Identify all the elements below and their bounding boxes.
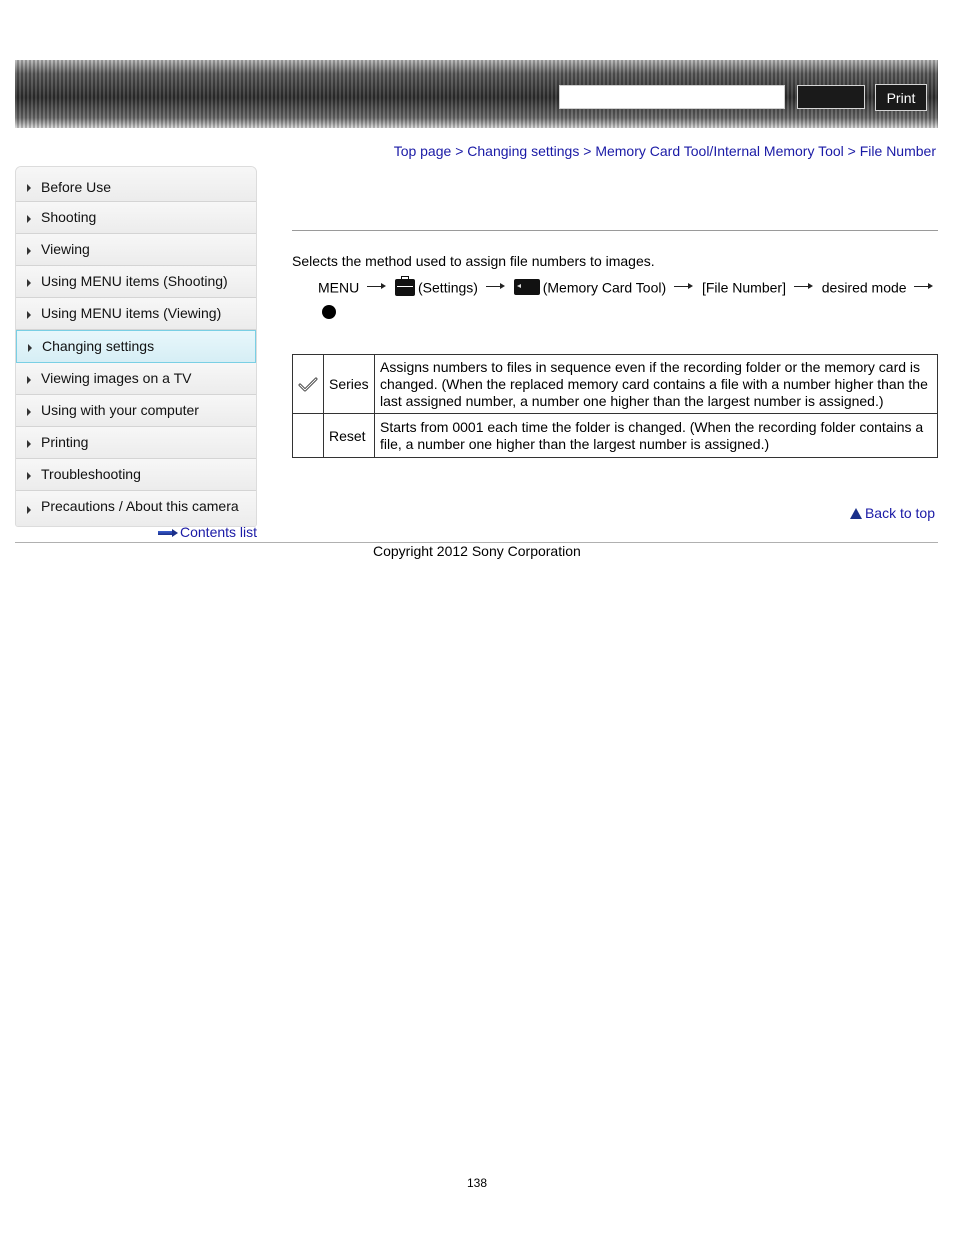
breadcrumb-top-page[interactable]: Top page <box>393 143 452 159</box>
triangle-right-icon <box>27 279 31 287</box>
step-menu: MENU <box>318 279 360 296</box>
memory-card-tool-icon <box>514 279 540 295</box>
sidebar-item-label: Troubleshooting <box>41 466 141 482</box>
sidebar-nav <box>15 166 257 527</box>
sidebar-item-label: Using MENU items (Shooting) <box>41 273 228 289</box>
sidebar-item-label: Shooting <box>41 209 97 225</box>
sidebar-item-label: Using with your computer <box>41 402 199 418</box>
sidebar-item-precautions[interactable] <box>16 491 256 526</box>
modes-table <box>292 354 938 458</box>
sidebar-item-before-use[interactable] <box>16 167 256 202</box>
sidebar-item-label: Viewing images on a TV <box>41 370 192 386</box>
title-divider <box>292 230 938 231</box>
table-cell-mode-name: Series <box>324 355 375 414</box>
contents-list-label: Contents list <box>180 524 258 540</box>
ok-button-circle-icon <box>322 305 336 319</box>
step-memory-card-tool: (Memory Card Tool) <box>542 279 667 296</box>
back-to-top-label: Back to top <box>864 505 935 521</box>
breadcrumb-file-number[interactable]: File Number <box>859 143 936 159</box>
triangle-right-icon <box>27 472 31 480</box>
triangle-right-icon <box>27 440 31 448</box>
step-desired-mode: desired mode <box>821 279 907 296</box>
intro-text: Selects the method used to assign file numbers to images. <box>292 253 655 269</box>
sidebar-item-viewing[interactable] <box>16 234 256 266</box>
table-cell-description: Starts from 0001 each time the folder is changed. (When the recording folder contains a file, a number one higher than the largest number is assigned.) <box>375 414 938 458</box>
breadcrumb-separator: > <box>455 143 464 159</box>
arrow-right-icon <box>674 283 694 291</box>
copyright-text: Copyright 2012 Sony Corporation <box>373 543 581 559</box>
back-to-top-link[interactable] <box>850 505 935 521</box>
triangle-up-icon <box>850 508 862 519</box>
header-bar <box>15 60 938 128</box>
contents-list-link[interactable] <box>158 524 257 540</box>
settings-toolbox-icon <box>395 279 415 296</box>
table-cell-icon <box>293 414 324 458</box>
page-number: 138 <box>466 1176 488 1190</box>
sidebar-item-troubleshooting[interactable] <box>16 459 256 491</box>
triangle-right-icon <box>28 344 32 352</box>
search-input[interactable] <box>559 85 785 109</box>
menu-steps <box>318 278 938 296</box>
breadcrumb <box>394 143 936 159</box>
triangle-right-icon <box>27 311 31 319</box>
table-cell-mode-name: Reset <box>324 414 375 458</box>
sidebar-item-shooting[interactable] <box>16 202 256 234</box>
sidebar-item-computer[interactable] <box>16 395 256 427</box>
triangle-right-icon <box>27 408 31 416</box>
search-button[interactable] <box>797 85 865 109</box>
sidebar-item-menu-shooting[interactable] <box>16 266 256 298</box>
arrow-right-icon <box>158 529 178 537</box>
triangle-right-icon <box>27 376 31 384</box>
triangle-right-icon <box>27 184 31 192</box>
sidebar-item-label: Using MENU items (Viewing) <box>41 305 222 321</box>
sidebar-item-label: Printing <box>41 434 89 450</box>
triangle-right-icon <box>27 247 31 255</box>
checkmark-icon <box>298 377 318 393</box>
table-row <box>293 414 938 458</box>
arrow-right-icon <box>367 283 387 291</box>
breadcrumb-memory-card-tool[interactable]: Memory Card Tool/Internal Memory Tool <box>595 143 844 159</box>
triangle-right-icon <box>27 215 31 223</box>
arrow-right-icon <box>794 283 814 291</box>
triangle-right-icon <box>27 506 31 514</box>
print-button[interactable]: Print <box>875 84 927 111</box>
sidebar-item-printing[interactable] <box>16 427 256 459</box>
breadcrumb-separator: > <box>847 143 856 159</box>
sidebar-item-changing-settings[interactable] <box>16 330 256 363</box>
step-settings: (Settings) <box>418 279 478 296</box>
breadcrumb-changing-settings[interactable]: Changing settings <box>467 143 580 159</box>
sidebar-item-menu-viewing[interactable] <box>16 298 256 330</box>
breadcrumb-separator: > <box>583 143 592 159</box>
table-cell-description: Assigns numbers to files in sequence even if the recording folder or the memory card is changed. (When the replaced memory card contains a file with a number higher than the last assigned number, a number one higher than the largest number is assigned.) <box>375 355 938 414</box>
sidebar-item-label: Before Use <box>41 179 112 195</box>
table-cell-icon <box>293 355 324 414</box>
sidebar-item-label: Precautions / About this camera <box>41 498 239 514</box>
sidebar-item-viewing-tv[interactable] <box>16 363 256 395</box>
table-row <box>293 355 938 414</box>
step-file-number: [File Number] <box>701 279 786 296</box>
arrow-right-icon <box>914 283 934 291</box>
sidebar-item-label: Changing settings <box>42 338 155 354</box>
sidebar-item-label: Viewing <box>41 241 90 257</box>
arrow-right-icon <box>486 283 506 291</box>
